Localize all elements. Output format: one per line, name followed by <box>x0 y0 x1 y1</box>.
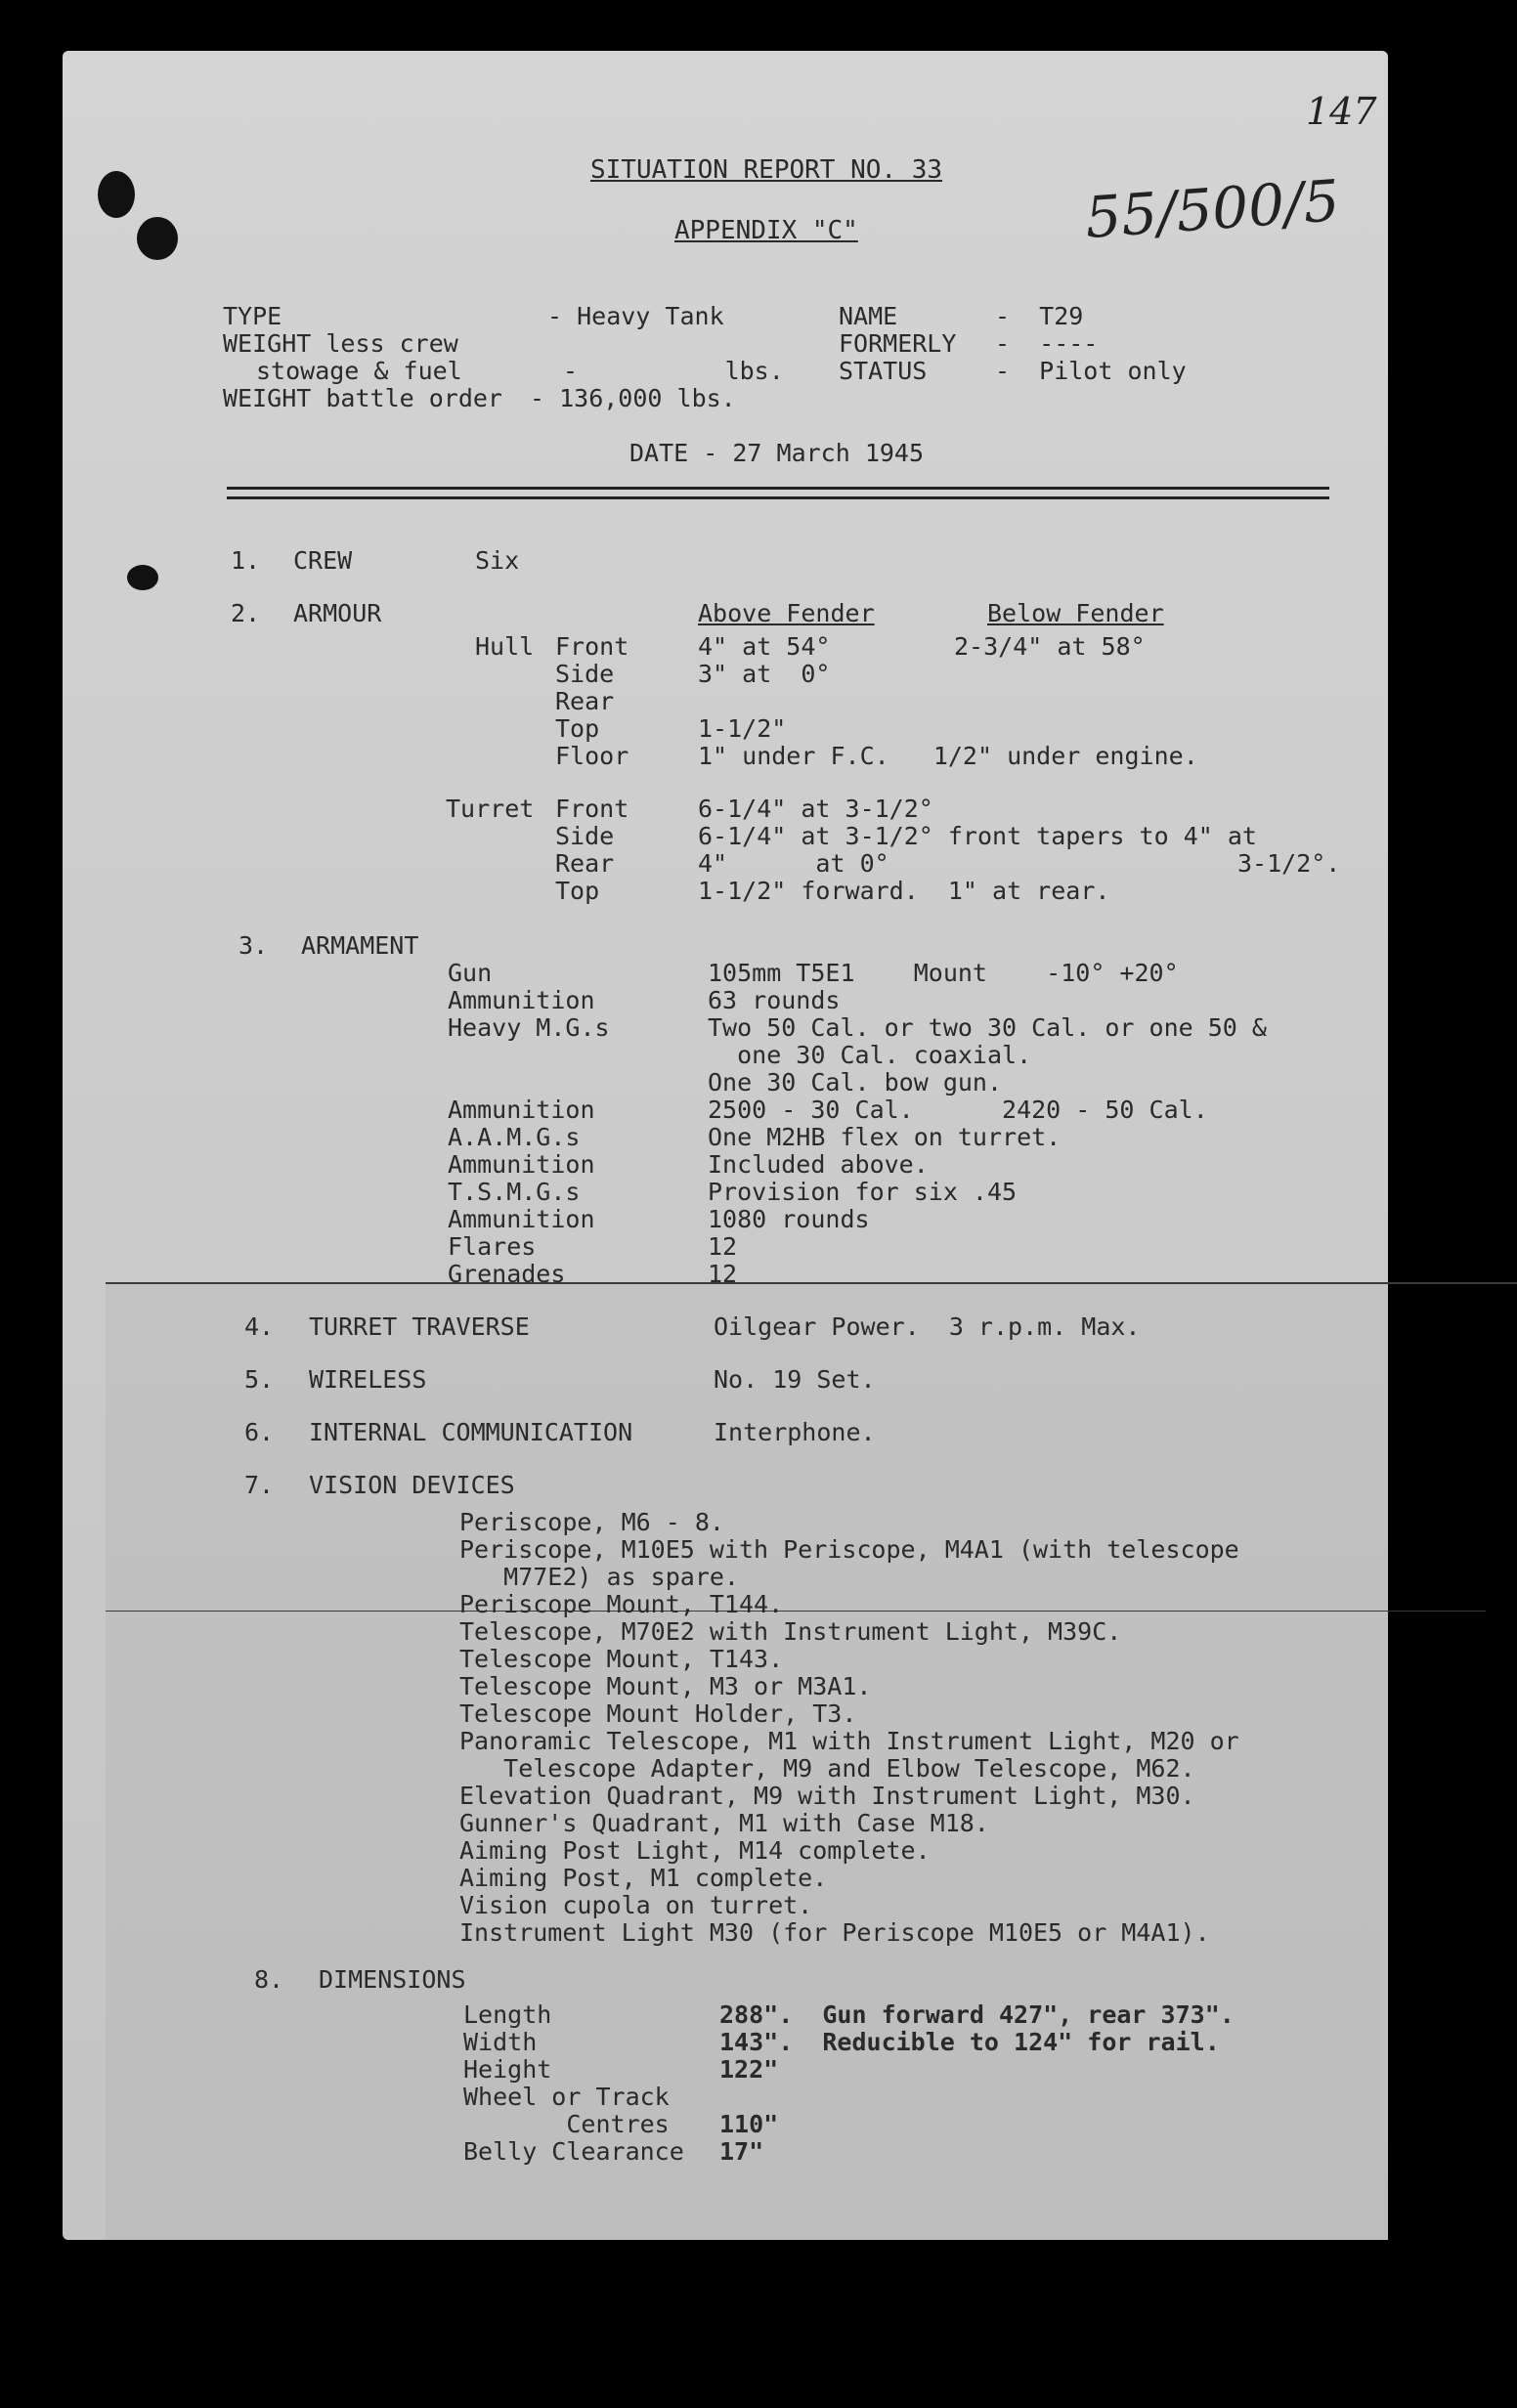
status-value: - Pilot only <box>995 357 1187 385</box>
section-title-internal-communication: INTERNAL COMMUNICATION <box>309 1418 633 1446</box>
dimension-label: Height <box>463 2055 552 2084</box>
section-number: 4. <box>244 1312 275 1341</box>
armament-label: Ammunition <box>448 1096 595 1124</box>
name-value: - T29 <box>995 302 1084 330</box>
dimension-value: 110" <box>719 2110 779 2138</box>
turret-armour-value: 1-1/2" forward. 1" at rear. <box>698 877 1110 905</box>
vision-device-line: Telescope Mount Holder, T3. <box>459 1699 857 1728</box>
section-title-armour: ARMOUR <box>293 599 382 627</box>
dimension-label: Centres <box>463 2110 670 2138</box>
armament-label: Heavy M.G.s <box>448 1013 610 1042</box>
armour-part: Floor <box>555 742 629 770</box>
armament-label: T.S.M.G.s <box>448 1178 581 1206</box>
armament-label: Ammunition <box>448 1205 595 1233</box>
armour-above-value: 1-1/2" <box>698 714 787 743</box>
wireless-value: No. 19 Set. <box>714 1365 876 1394</box>
dimension-label: Wheel or Track <box>463 2083 670 2111</box>
section-number: 1. <box>231 546 261 575</box>
armour-part: Top <box>555 877 600 905</box>
turret-armour-value: 4" at 0° <box>698 849 889 878</box>
vision-device-line: Telescope, M70E2 with Instrument Light, M39C. <box>459 1617 1122 1646</box>
section-number: 8. <box>254 1965 284 1994</box>
armour-part: Rear <box>555 849 615 878</box>
armament-value: Provision for six .45 <box>708 1178 1018 1206</box>
armament-value: 105mm T5E1 Mount -10° +20° <box>708 959 1179 987</box>
turret-armour-value: 6-1/4" at 3-1/2° front tapers to 4" at <box>698 822 1257 850</box>
turret-armour-value-continued: 3-1/2°. <box>1237 849 1341 878</box>
dimension-value: 17" <box>719 2137 764 2166</box>
punch-hole <box>137 217 178 260</box>
dimension-label: Width <box>463 2028 538 2056</box>
section-number: 3. <box>238 931 269 960</box>
armament-label: Ammunition <box>448 1150 595 1179</box>
vision-device-line: Periscope, M6 - 8. <box>459 1508 724 1536</box>
fold-line <box>106 1611 1486 1612</box>
turret-armour-value: 6-1/4" at 3-1/2° <box>698 795 933 823</box>
section-title-wireless: WIRELESS <box>309 1365 427 1394</box>
armament-label: Gun <box>448 959 493 987</box>
vision-device-line: M77E2) as spare. <box>459 1563 739 1591</box>
armament-value: One M2HB flex on turret. <box>708 1123 1062 1151</box>
divider-rule <box>227 487 1329 490</box>
section-number: 7. <box>244 1471 275 1499</box>
vision-device-line: Gunner's Quadrant, M1 with Case M18. <box>459 1809 989 1837</box>
vision-device-line: Elevation Quadrant, M9 with Instrument Light, M30. <box>459 1782 1195 1810</box>
armament-value: 63 rounds <box>708 986 841 1014</box>
column-header-below-fender: Below Fender <box>987 599 1164 627</box>
type-value: - Heavy Tank <box>547 302 724 330</box>
section-title-armament: ARMAMENT <box>301 931 419 960</box>
armour-below-value: 2-3/4" at 58° <box>954 632 1146 661</box>
hull-label: Hull <box>475 632 535 661</box>
armour-above-value: 3" at 0° <box>698 660 831 688</box>
armament-value: Included above. <box>708 1150 929 1179</box>
weight-battle-order-value: - 136,000 lbs. <box>530 384 736 412</box>
dimension-label: Length <box>463 2000 552 2029</box>
dimension-value: 122" <box>719 2055 779 2084</box>
turret-label: Turret <box>446 795 535 823</box>
vision-device-line: Telescope Mount, T143. <box>459 1645 784 1673</box>
punch-hole <box>98 171 135 218</box>
internal-communication-value: Interphone. <box>714 1418 876 1446</box>
corner-mark: 147 <box>1306 90 1377 133</box>
section-title-turret-traverse: TURRET TRAVERSE <box>309 1312 530 1341</box>
armament-label: A.A.M.G.s <box>448 1123 581 1151</box>
vision-device-line: Periscope Mount, T144. <box>459 1590 784 1618</box>
weight-less-crew-label-2: stowage & fuel <box>256 357 462 385</box>
vision-device-line: Instrument Light M30 (for Periscope M10E5 or M4A1). <box>459 1918 1210 1947</box>
vision-device-line: Telescope Mount, M3 or M3A1. <box>459 1672 872 1700</box>
dimension-value: 143". Reducible to 124" for rail. <box>719 2028 1220 2056</box>
section-title-crew: CREW <box>293 546 353 575</box>
weight-less-crew-label: WEIGHT less crew <box>223 329 458 358</box>
turret-traverse-value: Oilgear Power. 3 r.p.m. Max. <box>714 1312 1141 1341</box>
armament-value: One 30 Cal. bow gun. <box>708 1068 1003 1096</box>
vision-device-line: Aiming Post, M1 complete. <box>459 1864 828 1892</box>
vision-device-line: Aiming Post Light, M14 complete. <box>459 1836 931 1865</box>
armament-value: one 30 Cal. coaxial. <box>708 1041 1032 1069</box>
armament-label: Ammunition <box>448 986 595 1014</box>
vision-device-line: Vision cupola on turret. <box>459 1891 813 1919</box>
armour-part: Side <box>555 822 615 850</box>
armour-part: Rear <box>555 687 615 715</box>
formerly-value: - ---- <box>995 329 1099 358</box>
fold-line <box>106 1282 1517 1284</box>
document-title: SITUATION REPORT NO. 33 <box>590 155 943 185</box>
armour-part: Front <box>555 795 629 823</box>
formerly-label: FORMERLY <box>839 329 957 358</box>
armament-value: Two 50 Cal. or two 30 Cal. or one 50 & <box>708 1013 1267 1042</box>
vision-device-line: Panoramic Telescope, M1 with Instrument Light, M20 or <box>459 1727 1239 1755</box>
armament-value: 12 <box>708 1260 738 1288</box>
name-label: NAME <box>839 302 898 330</box>
section-number: 2. <box>231 599 261 627</box>
weight-less-crew-value: - lbs. <box>563 357 784 385</box>
vision-device-line: Telescope Adapter, M9 and Elbow Telescope, M62. <box>459 1754 1195 1783</box>
divider-rule <box>227 496 1329 499</box>
armament-label: Flares <box>448 1232 537 1261</box>
dimension-value: 288". Gun forward 427", rear 373". <box>719 2000 1235 2029</box>
armament-label: Grenades <box>448 1260 566 1288</box>
section-number: 5. <box>244 1365 275 1394</box>
armament-value: 2500 - 30 Cal. 2420 - 50 Cal. <box>708 1096 1208 1124</box>
appendix-title: APPENDIX "C" <box>674 216 858 245</box>
report-date: DATE - 27 March 1945 <box>629 439 925 467</box>
armament-value: 12 <box>708 1232 738 1261</box>
armour-above-value: 1" under F.C. 1/2" under engine. <box>698 742 1198 770</box>
handwritten-reference: 55/500/5 <box>1082 166 1342 252</box>
status-label: STATUS <box>839 357 928 385</box>
punch-hole <box>127 565 158 590</box>
section-number: 6. <box>244 1418 275 1446</box>
section-title-dimensions: DIMENSIONS <box>319 1965 466 1994</box>
armour-part: Top <box>555 714 600 743</box>
weight-battle-order-label: WEIGHT battle order <box>223 384 502 412</box>
armour-part: Side <box>555 660 615 688</box>
armament-value: 1080 rounds <box>708 1205 870 1233</box>
type-label: TYPE <box>223 302 282 330</box>
column-header-above-fender: Above Fender <box>698 599 875 627</box>
dimension-label: Belly Clearance <box>463 2137 684 2166</box>
section-title-vision-devices: VISION DEVICES <box>309 1471 515 1499</box>
armour-above-value: 4" at 54° <box>698 632 831 661</box>
armour-part: Front <box>555 632 629 661</box>
vision-device-line: Periscope, M10E5 with Periscope, M4A1 (with telescope <box>459 1535 1239 1564</box>
crew-value: Six <box>475 546 520 575</box>
